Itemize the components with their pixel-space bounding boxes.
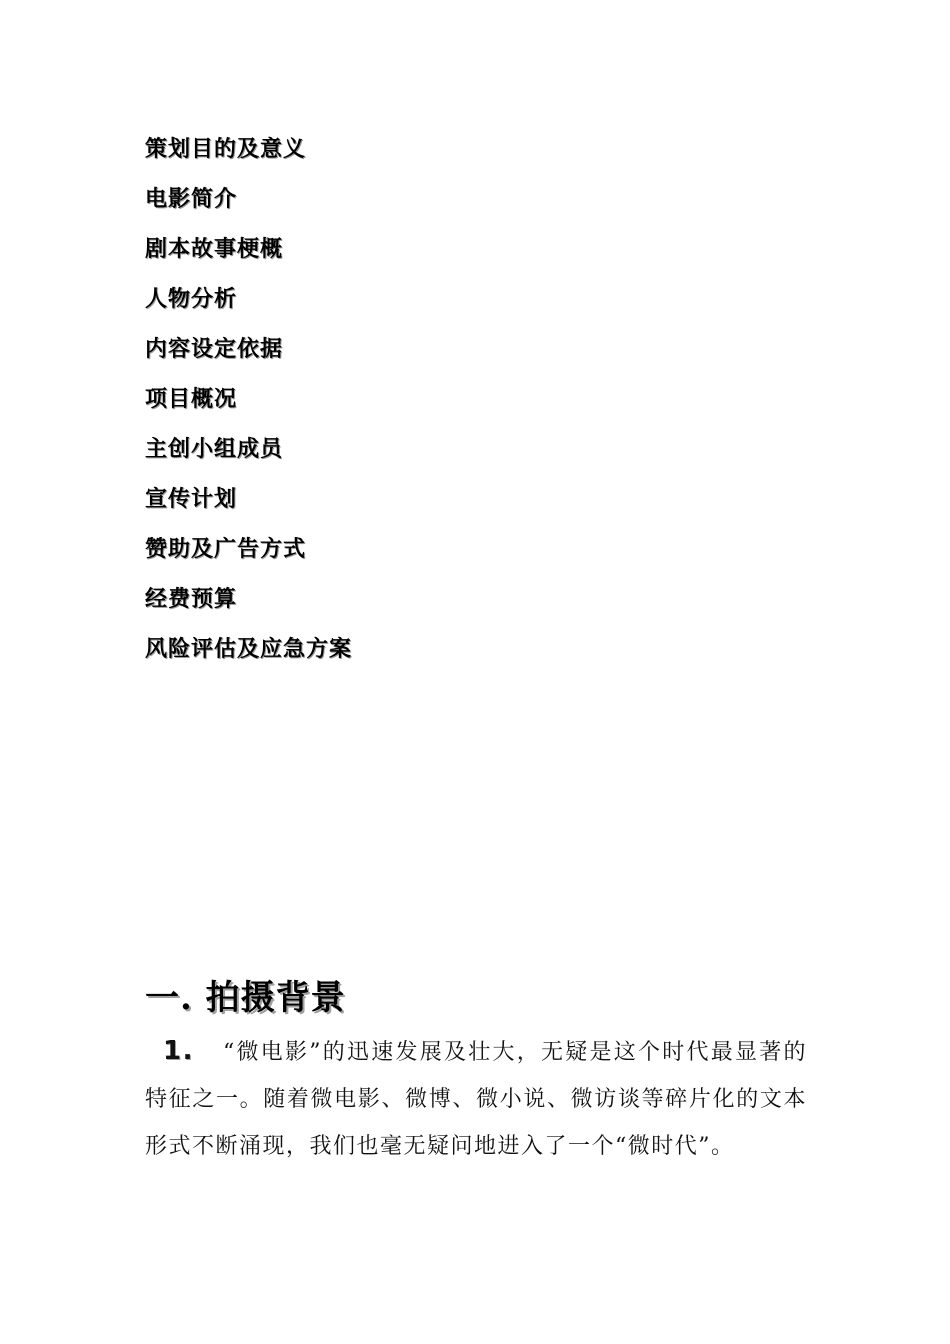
toc-item-team-members: 主创小组成员 [145, 436, 284, 462]
section-title: 一. 拍摄背景 [145, 978, 346, 1018]
table-of-contents [145, 130, 352, 680]
toc-item-purpose: 策划目的及意义 [145, 136, 307, 162]
paragraph-number: 1. [163, 1036, 194, 1066]
toc-item-budget: 经费预算 [145, 586, 238, 612]
toc-item-project-overview: 项目概况 [145, 386, 238, 412]
toc-item-risk-assessment: 风险评估及应急方案 [145, 636, 353, 662]
section-paragraph [145, 1028, 807, 1170]
paragraph-text: “微电影”的迅速发展及壮大，无疑是这个时代最显著的特征之一。随着微电影、微博、微小说、微访谈等碎片化的文本形式不断涌现，我们也毫无疑问地进入了一个“微时代”。 [145, 1040, 807, 1159]
toc-item-film-intro: 电影简介 [145, 186, 238, 212]
toc-item-content-basis: 内容设定依据 [145, 336, 284, 362]
toc-item-synopsis: 剧本故事梗概 [145, 236, 284, 262]
toc-item-promotion-plan: 宣传计划 [145, 486, 238, 512]
toc-item-sponsorship: 赞助及广告方式 [145, 536, 307, 562]
toc-item-character-analysis: 人物分析 [145, 286, 238, 312]
